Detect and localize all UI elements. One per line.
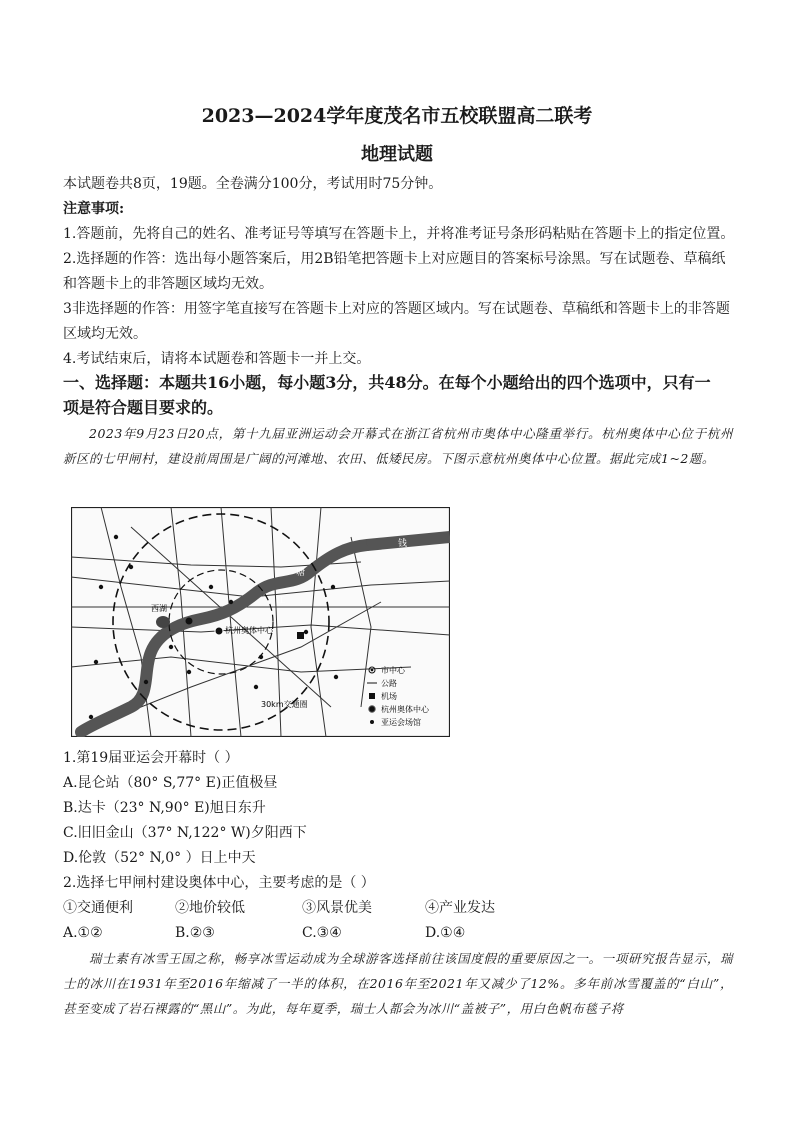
notice-item-3-cont: 区域均无效。 bbox=[63, 326, 147, 342]
olympic-center-label: 杭州奥体中心 bbox=[225, 626, 273, 635]
q1-option-c: C.旧旧金山（37° N,122° W)夕阳西下 bbox=[63, 825, 307, 841]
notice-item-2: 2.选择题的作答：选出每小题答案后，用2B铅笔把答题卡上对应题目的答案标号涂黑。写在试题卷、草稿纸 bbox=[63, 251, 726, 267]
legend-city-center: 市中心 bbox=[381, 666, 405, 675]
notice-item-3: 3非选择题的作答：用签字笔直接写在答题卡上对应的答题区域内。写在试题卷、草稿纸和答题卡上的非答题 bbox=[63, 301, 730, 317]
river-label-2: 塘 bbox=[296, 568, 306, 578]
q1-option-d: D.伦敦（52° N,0° ）日上中天 bbox=[63, 850, 256, 866]
q2-option-c: C.③④ bbox=[302, 925, 342, 941]
hangzhou-map bbox=[71, 507, 450, 737]
exam-title: 2023—2024学年度茂名市五校联盟高二联考 bbox=[201, 105, 593, 127]
legend-road: 公路 bbox=[381, 679, 397, 688]
q1-option-a: A.昆仑站（80° S,77° E)正值极昼 bbox=[63, 775, 278, 791]
q2-factor-2: ②地价较低 bbox=[175, 900, 245, 916]
notice-item-1: 1.答题前，先将自己的姓名、准考证号等填写在答题卡上，并将准考证号条形码粘贴在答题卡上的指定位置。 bbox=[63, 226, 735, 242]
legend-airport: 机场 bbox=[381, 692, 397, 701]
ring-label: 30km交通圈 bbox=[261, 700, 308, 709]
passage-hangzhou: 2023年9月23日20点，第十九届亚洲运动会开幕式在浙江省杭州市奥体中心隆重举行。杭州奥体中心位于杭州新区的七甲闸村，建设前周围是广阔的河滩地、农田、低矮民房。下图示意杭州奥体中心位置。据此完成1~2题。 bbox=[63, 426, 733, 466]
notice-item-4: 4.考试结束后，请将本试题卷和答题卡一并上交。 bbox=[63, 351, 371, 367]
west-lake bbox=[156, 616, 170, 628]
notice-heading: 注意事项: bbox=[63, 201, 125, 217]
olympic-center-marker bbox=[215, 627, 223, 635]
q2-factor-3: ③风景优美 bbox=[302, 900, 372, 916]
legend-venue: 亚运会场馆 bbox=[381, 718, 421, 727]
q2-factor-1: ①交通便利 bbox=[63, 900, 133, 916]
airport-marker bbox=[297, 632, 304, 639]
q2-factor-4: ④产业发达 bbox=[425, 900, 495, 916]
river-label-3: 江 bbox=[276, 596, 286, 606]
notice-item-2-cont: 和答题卡上的非答题区域均无效。 bbox=[63, 276, 273, 292]
section-heading-line2: 项是符合题目要求的。 bbox=[63, 398, 224, 417]
q2-stem: 2.选择七甲闸村建设奥体中心，主要考虑的是（ ） bbox=[63, 875, 375, 891]
exam-intro: 本试题卷共8页，19题。全卷满分100分，考试用时75分钟。 bbox=[63, 176, 443, 192]
section-heading-line1: 一、选择题：本题共16小题，每小题3分，共48分。在每个小题给出的四个选项中，只有一 bbox=[63, 373, 711, 392]
city-center-marker bbox=[186, 618, 193, 625]
exam-subtitle: 地理试题 bbox=[361, 144, 433, 165]
river-label-1: 钱 bbox=[398, 539, 408, 549]
passage-switzerland: 瑞士素有冰雪王国之称，畅享冰雪运动成为全球游客选择前往该国度假的重要原因之一。一项研究报告显示，瑞士的冰川在1931年至2016年缩减了一半的体积，在2016年至2021年又减少了12%。多年前冰雪覆盖的“白山”，甚至变成了岩石裸露的“黑山”。为此，每年夏季，瑞士人都会为冰川“盖被子”，用白色帆布毯子将 bbox=[63, 951, 733, 1016]
qiantang-river-estuary bbox=[367, 537, 450, 545]
q1-option-b: B.达卡（23° N,90° E)旭日东升 bbox=[63, 800, 266, 816]
q1-stem: 1.第19届亚运会开幕时（ ） bbox=[63, 750, 239, 766]
q2-option-a: A.①② bbox=[63, 925, 103, 941]
legend-olympic-center: 杭州奥体中心 bbox=[381, 705, 429, 714]
q2-option-d: D.①④ bbox=[425, 925, 466, 941]
west-lake-label: 西湖 bbox=[151, 604, 167, 613]
q2-option-b: B.②③ bbox=[175, 925, 215, 941]
